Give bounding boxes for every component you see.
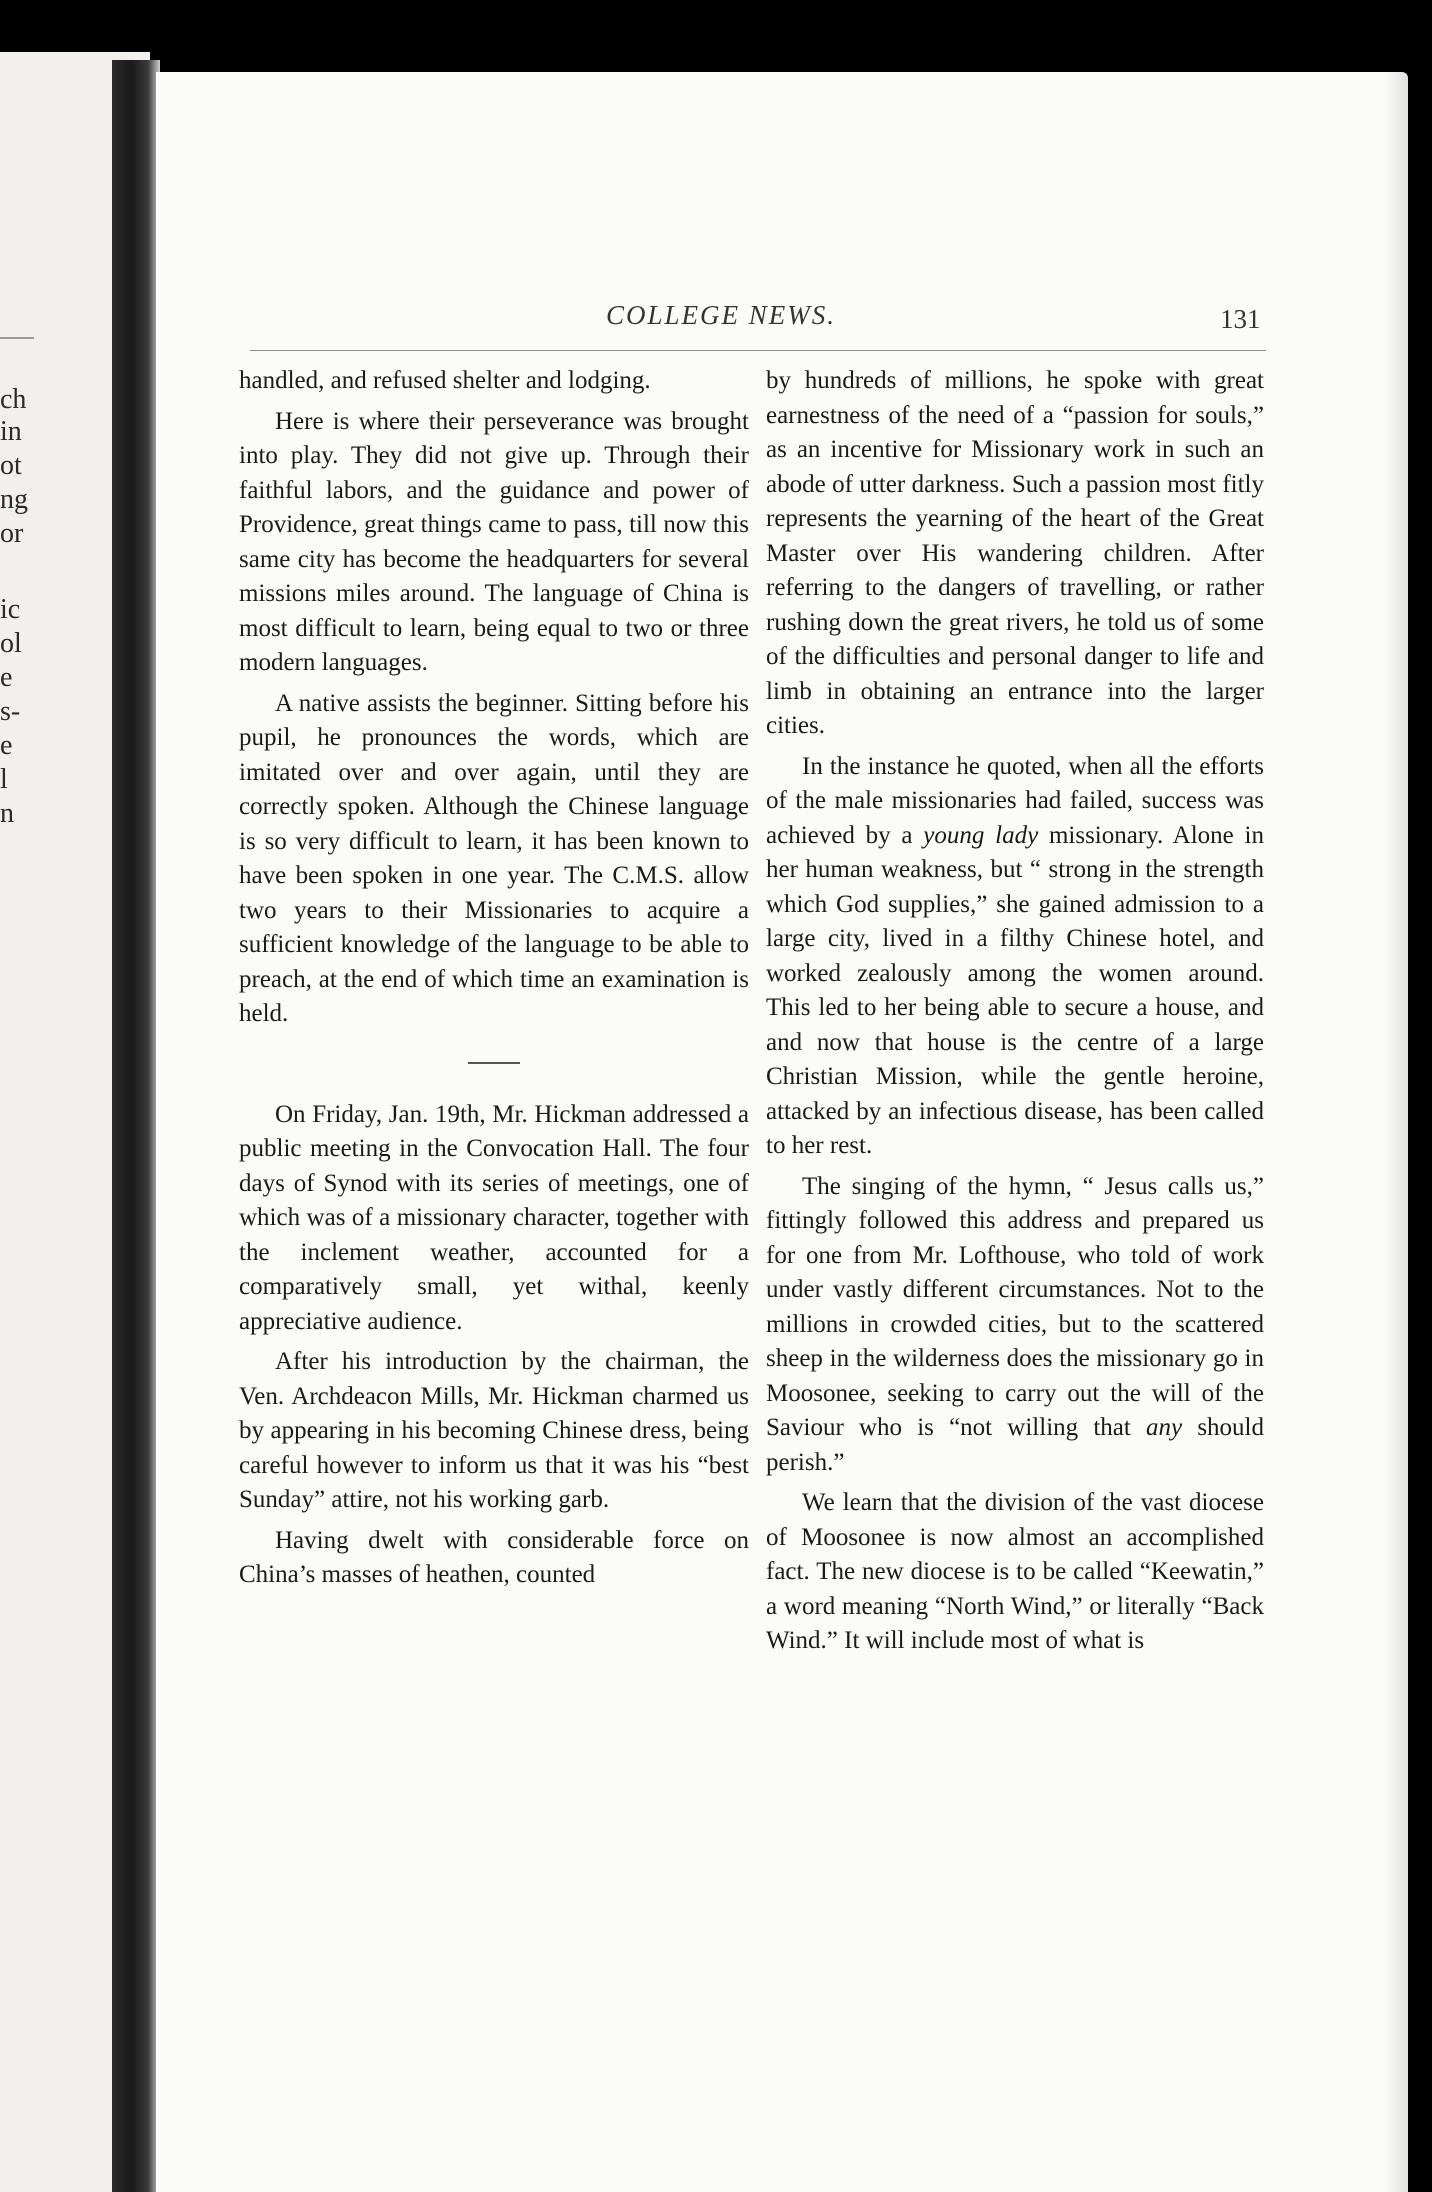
header-rule bbox=[250, 350, 1266, 351]
paragraph: Having dwelt with considerable force on China’s masses of heathen, counted bbox=[239, 1526, 749, 1588]
paragraph-text: The singing of the hymn, “ Jesus calls us,” fittingly followed this address and prepared us for one from Mr. Lofthouse, who told of work under vastly different circumstances. Not to the millions in crowded cities, but to the scattered sheep in the wilderness does the missionary go in Moosonee, seeking to carry out the will of the Saviour who is “not willing that bbox=[766, 1172, 1264, 1441]
previous-page-fragment: e bbox=[0, 662, 13, 693]
italic-text: young lady bbox=[923, 821, 1039, 849]
previous-page-fragment: e bbox=[0, 730, 13, 761]
previous-page-rule bbox=[0, 337, 34, 339]
book-binding-gutter bbox=[112, 60, 160, 2192]
previous-page-fragment: or bbox=[0, 518, 24, 549]
italic-text: any bbox=[1146, 1414, 1183, 1441]
paragraph: After his introduction by the chairman, the Ven. Archdeacon Mills, Mr. Hickman charmed us by appearing in his becoming Chinese dress, being careful however to inform us that it was his “best Sunday” attire, not his working garb. bbox=[239, 1348, 749, 1513]
previous-page-fragment: l bbox=[0, 764, 8, 795]
paragraph-text: missionary. Alone in her human weakness, but “ strong in the strength which God supplies,” she gained admission to a large city, lived in a filthy Chinese hotel, and worked zealously among the women around. This led to her being able to secure a house, and and now that house is the centre of a large Christian Mission, while the gentle heroine, attacked by an infectious disease, has been called to her rest. bbox=[766, 821, 1264, 1159]
page-edge-shadow bbox=[1384, 72, 1408, 2192]
section-separator bbox=[468, 1062, 520, 1064]
previous-page-fragment: ic bbox=[0, 594, 21, 625]
left-column bbox=[239, 364, 749, 1593]
previous-page-fragment: ot bbox=[0, 450, 22, 481]
paragraph bbox=[766, 750, 1264, 1164]
running-head: COLLEGE NEWS. bbox=[605, 300, 837, 330]
paragraph: A native assists the beginner. Sitting before his pupil, he pronounces the words, which are imitated over and over again, until they are correctly spoken. Although the Chinese language is so very difficult to learn, it has been known to have been spoken in one year. The C.M.S. allow two years to their Missionaries to acquire a sufficient knowledge of the language to be able to preach, at the end of which time an examination is held. bbox=[239, 689, 749, 1027]
previous-page-fragment: ng bbox=[0, 484, 28, 515]
paragraph-text: In the instance he quoted, when all the efforts of the male missionaries had failed, success was achieved by a bbox=[766, 752, 1264, 849]
previous-page-fragment: in bbox=[0, 416, 22, 447]
page-131 bbox=[156, 72, 1408, 2192]
previous-page-fragment: ol bbox=[0, 628, 22, 659]
previous-page-fragment: ch bbox=[0, 384, 27, 415]
paragraph: by hundreds of millions, he spoke with great earnestness of the need of a “passion for souls,” as an incentive for Missionary work in such an abode of utter darkness. Such a passion most fitly represents the yearning of the heart of the Great Master over His wandering children. After referring to the dangers of travelling, or rather rushing down the great rivers, he told us of some of the difficulties and personal danger to life and limb in obtaining an entrance into the larger cities. bbox=[766, 367, 1264, 739]
right-column bbox=[766, 364, 1264, 1659]
paragraph: On Friday, Jan. 19th, Mr. Hickman addressed a public meeting in the Convocation Hall. The four days of Synod with its series of meetings, one of which was of a missionary character, together with the inclement weather, accounted for a comparatively small, yet withal, keenly appreciative audience. bbox=[239, 1100, 749, 1335]
page-number: 131 bbox=[1220, 304, 1261, 334]
paragraph-text: should perish.” bbox=[766, 1414, 1264, 1476]
paragraph: handled, and refused shelter and lodging. bbox=[239, 367, 651, 394]
paragraph bbox=[766, 1170, 1264, 1481]
previous-page-fragment: s- bbox=[0, 696, 21, 727]
paragraph: We learn that the division of the vast diocese of Moosonee is now almost an accomplished fact. The new diocese is to be called “Keewatin,” a word meaning “North Wind,” or literally “Back Wind.” It will include most of what is bbox=[766, 1489, 1264, 1654]
previous-page-fragment: n bbox=[0, 798, 14, 829]
paragraph: Here is where their perseverance was brought into play. They did not give up. Through their faithful labors, and the guidance and power of Providence, great things came to pass, till now this same city has become the headquarters for several missions miles around. The language of China is most difficult to learn, being equal to two or three modern languages. bbox=[239, 407, 749, 676]
